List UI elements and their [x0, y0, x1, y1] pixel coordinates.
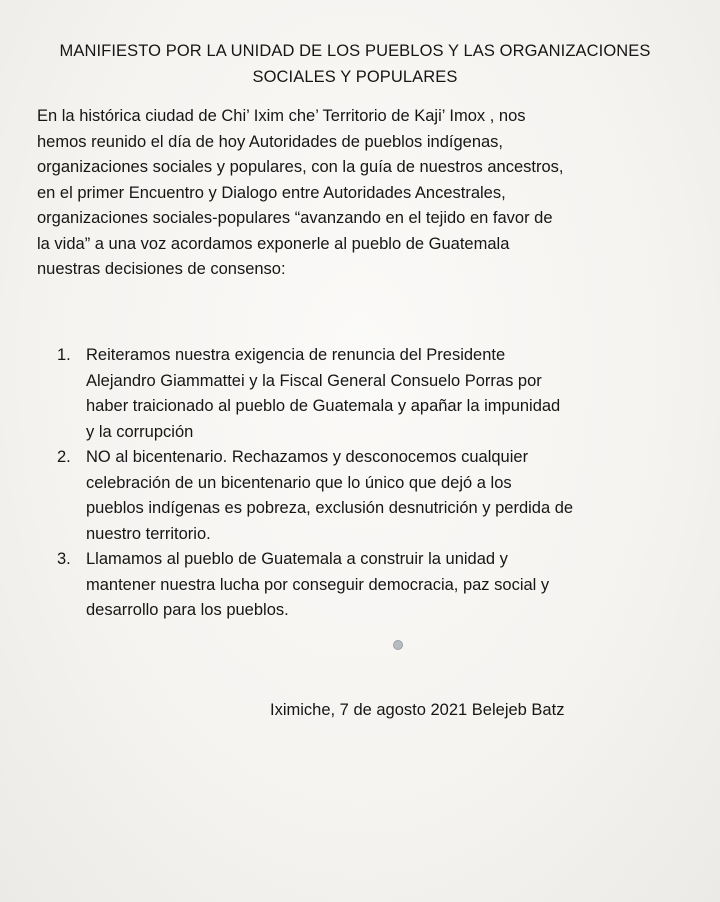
item-line: NO al bicentenario. Rechazamos y desconocemos cualquier [86, 448, 529, 466]
intro-line: hemos reunido el día de hoy Autoridades de pueblos indígenas, [37, 132, 504, 151]
resolutions-list [57, 343, 657, 624]
item-line: haber traicionado al pueblo de Guatemala y apañar la impunidad [86, 397, 561, 415]
item-line: Reiteramos nuestra exigencia de renuncia del Presidente [86, 346, 506, 364]
item-line: Llamamos al pueblo de Guatemala a construir la unidad y [86, 550, 508, 568]
item-number: 3. [57, 550, 71, 568]
intro-line: nuestras decisiones de consenso: [37, 260, 286, 278]
title-line-1: MANIFIESTO POR LA UNIDAD DE LOS PUEBLOS Y LAS ORGANIZACIONES [59, 42, 651, 60]
document-title [30, 38, 680, 90]
signature-line: Iximiche, 7 de agosto 2021 Belejeb Batz [270, 701, 565, 719]
list-item [57, 445, 657, 547]
intro-paragraph [37, 104, 667, 283]
item-line: mantener nuestra lucha por conseguir democracia, paz social y [86, 575, 550, 594]
paper-mark [393, 640, 403, 650]
item-line: y la corrupción [86, 422, 194, 441]
item-line: nuestro territorio. [86, 524, 211, 543]
item-line: Alejandro Giammattei y la Fiscal General Consuelo Porras por [86, 371, 542, 390]
intro-line: organizaciones sociales-populares “avanzando en el tejido en favor de [37, 209, 553, 227]
intro-line: en el primer Encuentro y Dialogo entre Autoridades Ancestrales, [37, 183, 506, 202]
intro-line: la vida” a una voz acordamos exponerle al pueblo de Guatemala [37, 234, 510, 253]
list-item [57, 547, 657, 624]
item-number: 1. [57, 346, 71, 364]
item-line: desarrollo para los pueblos. [86, 601, 289, 619]
intro-line: organizaciones sociales y populares, con la guía de nuestros ancestros, [37, 158, 564, 176]
intro-line: En la histórica ciudad de Chi’ Ixim che’ Territorio de Kaji’ Imox , nos [37, 107, 526, 125]
item-number: 2. [57, 448, 71, 466]
item-line: celebración de un bicentenario que lo único que dejó a los [86, 473, 512, 492]
item-line: pueblos indígenas es pobreza, exclusión desnutrición y perdida de [86, 499, 574, 517]
title-line-2: SOCIALES Y POPULARES [252, 68, 458, 86]
list-item [57, 343, 657, 445]
